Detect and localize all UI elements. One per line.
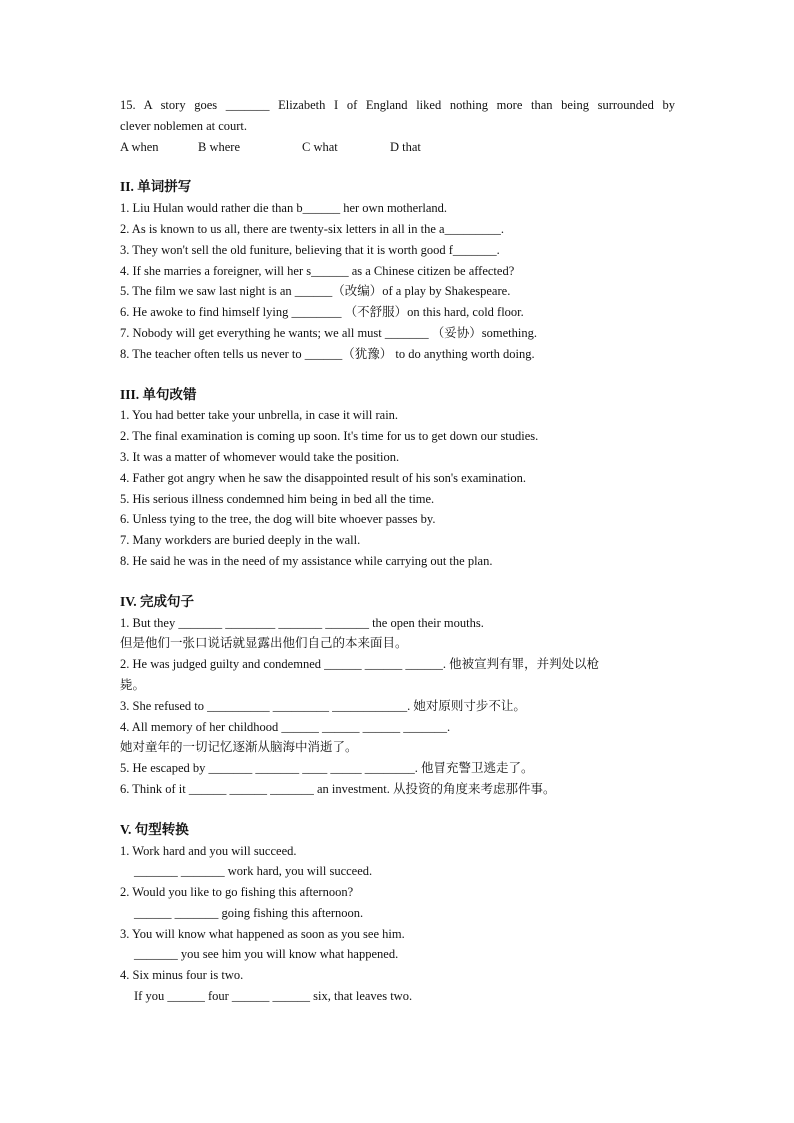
section-gap <box>120 157 675 177</box>
list-item: 8. The teacher often tells us never to ______（犹豫） to do anything worth doing. <box>120 346 535 361</box>
option-c: C what <box>302 139 338 154</box>
list-item: 1. Liu Hulan would rather die than b______ her own motherland. <box>120 201 448 216</box>
list-item: 2. He was judged guilty and condemned ______ ______ ______. 他被宣判有罪，并判处以枪 <box>120 657 600 672</box>
answer-line: _______ _______ work hard, you will succeed. <box>134 864 373 879</box>
list-item: 3. They won't sell the old funiture, believing that it is worth good f_______. <box>120 242 500 257</box>
list-item: 3. It was a matter of whomever would take the position. <box>120 449 400 464</box>
list-item: 1. You had better take your unbrella, in case it will rain. <box>120 408 399 423</box>
translation-line: 她对童年的一切记忆逐渐从脑海中消逝了。 <box>120 740 358 755</box>
translation-line: 毙。 <box>120 677 146 692</box>
section-word-spelling <box>120 177 675 364</box>
list-item: 6. Think of it ______ ______ _______ an investment. 从投资的角度来考虑那件事。 <box>120 781 556 796</box>
list-item: 8. He said he was in the need of my assistance while carrying out the plan. <box>120 553 493 568</box>
list-item: 3. She refused to __________ _________ ____________. 她对原则寸步不让。 <box>120 698 526 713</box>
question-15-text-line-1: 15. A story goes _______ Elizabeth I of England liked nothing more than being surrounded by <box>120 98 675 112</box>
question-15 <box>120 95 675 157</box>
section-heading: IV. 完成句子 <box>120 593 195 609</box>
list-item: 2. As is known to us all, there are twenty-six letters in all in the a_________. <box>120 221 504 236</box>
list-item: 6. Unless tying to the tree, the dog will bite whoever passes by. <box>120 512 436 527</box>
section-gap <box>120 365 675 385</box>
section-heading: III. 单句改错 <box>120 386 197 402</box>
option-b: B where <box>198 139 240 154</box>
section-sentence-transformation <box>120 820 675 1007</box>
section-sentence-completion <box>120 592 675 800</box>
list-item: 4. All memory of her childhood ______ ______ ______ _______. <box>120 719 451 734</box>
list-item: 6. He awoke to find himself lying ________ （不舒服）on this hard, cold floor. <box>120 305 524 320</box>
section-gap <box>120 572 675 592</box>
list-item: 2. The final examination is coming up soon. It's time for us to get down our studies. <box>120 429 539 444</box>
section-heading: II. 单词拼写 <box>120 179 192 195</box>
question-15-text-line-2: clever noblemen at court. <box>120 118 248 133</box>
list-item: 7. Nobody will get everything he wants; we all must _______ （妥协）something. <box>120 325 537 340</box>
translation-line: 但是他们一张口说话就显露出他们自己的本来面目。 <box>120 636 408 651</box>
list-item: 4. If she marries a foreigner, will her s______ as a Chinese citizen be affected? <box>120 263 515 278</box>
list-item: 4. Father got angry when he saw the disappointed result of his son's examination. <box>120 470 526 485</box>
answer-line: ______ _______ going fishing this afternoon. <box>134 905 364 920</box>
option-d: D that <box>390 139 421 154</box>
list-item: 5. He escaped by _______ _______ ____ _____ ________. 他冒充警卫逃走了。 <box>120 761 534 776</box>
list-item: 2. Would you like to go fishing this afternoon? <box>120 885 354 900</box>
answer-line: If you ______ four ______ ______ six, that leaves two. <box>134 989 413 1004</box>
list-item: 5. The film we saw last night is an ______（改编）of a play by Shakespeare. <box>120 284 511 299</box>
list-item: 1. Work hard and you will succeed. <box>120 843 297 858</box>
section-heading: V. 句型转换 <box>120 821 189 837</box>
list-item: 4. Six minus four is two. <box>120 968 244 983</box>
section-gap <box>120 800 675 820</box>
worksheet-content <box>120 95 675 1007</box>
list-item: 5. His serious illness condemned him being in bed all the time. <box>120 491 435 506</box>
list-item: 3. You will know what happened as soon as you see him. <box>120 926 405 941</box>
option-a: A when <box>120 139 159 154</box>
section-error-correction <box>120 385 675 572</box>
list-item: 7. Many workders are buried deeply in the wall. <box>120 533 361 548</box>
question-15-options <box>120 137 675 158</box>
list-item: 1. But they _______ ________ _______ _______ the open their mouths. <box>120 615 484 630</box>
answer-line: _______ you see him you will know what happened. <box>134 947 399 962</box>
